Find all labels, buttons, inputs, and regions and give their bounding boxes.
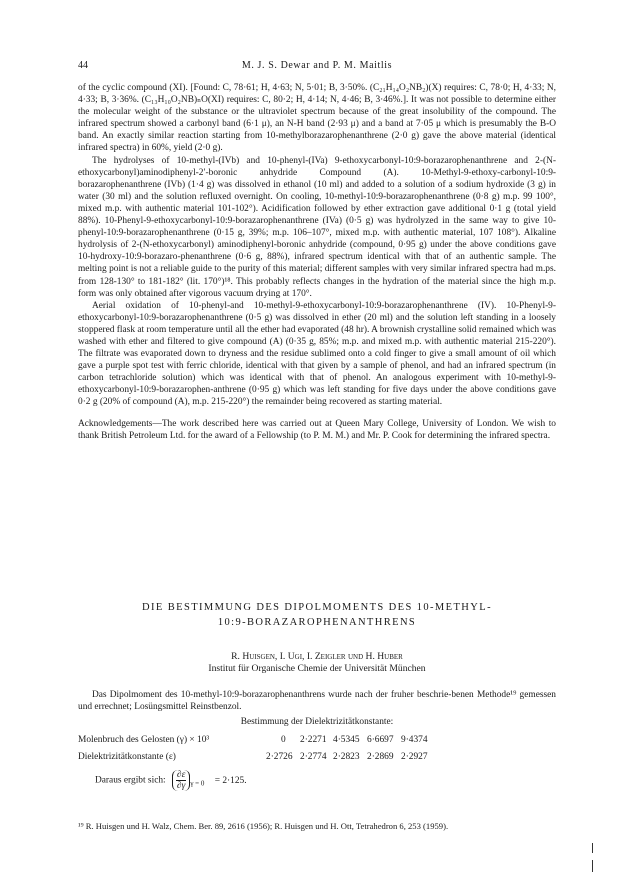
footnote: ¹⁹ R. Huisgen und H. Walz, Chem. Ber. 89, 2616 (1956); R. Huisgen und H. Ott, Tetrahedron 6, 253 (1959).	[78, 821, 449, 831]
dielectric-value: 2·2823	[333, 752, 360, 762]
section-title-line-2: 10:9-BORAZAROPHENANTHRENS	[217, 617, 417, 628]
molfrac-value: 0	[281, 735, 286, 745]
margin-mark	[592, 860, 593, 872]
section-authors: R. Huisgen, I. Ugi, I. Zeigler und H. Huber	[231, 651, 403, 662]
determination-heading: Bestimmung der Dielektrizitätkonstante:	[240, 717, 394, 727]
running-head: M. J. S. Dewar and P. M. Maitlis	[241, 60, 393, 71]
molfrac-label: Molenbruch des Gelosten (γ) × 10³	[78, 735, 210, 745]
molfrac-row	[78, 735, 428, 745]
paragraph-analysis: of the cyclic compound (XI). [Found: C, 78·61; H, 4·63; N, 5·01; B, 3·50%. (C₂₁H₁₄O₂NB₂)(X) requires: C, 78·0; H, 4·33; N, 4·33; B, 3·36%. (C₁₃H₁₀O₂NB)ₙO(XI) requires: C, 80·2; H, 4·14; N, 4·46; B, 3·46%.]. It was not possible to determine either the molecular weight of the substance or the ultraviolet spectrum because of the great insolubility of the compound. The infrared spectrum showed a carbonyl band (6·1 μ), an N-H band (2·93 μ) and a band at 7·05 μ which is presumably the B-O band. An exactly similar reaction starting from 10-methylborazarophenanthrene (2·0 g) gave the above material (identical infrared spectra) in 60%, yield (2·0 g).	[78, 83, 556, 154]
molfrac-value: 9·4374	[401, 735, 428, 745]
molfrac-value: 6·6697	[367, 735, 394, 745]
dielectric-value: 2·2927	[401, 752, 428, 762]
molfrac-value: 4·5345	[333, 735, 360, 745]
section-intro: Das Dipolmoment des 10-methyl-10:9-borazarophenanthrens wurde nach der fruher beschrie-benen Methode¹⁹ gemessen und errechnet; Losüngsmittel Reinstbenzol.	[78, 690, 556, 713]
paragraph-hydrolyses: The hydrolyses of 10-methyl-(IVb) and 10-phenyl-(IVa) 9-ethoxycarbonyl-10:9-borazarophenanthrene and 2-(N-ethoxycarbonyl)aminodiphenyl-2′-boronic anhydride Compound (A). 10-Methyl-9-ethoxy-carbonyl-10:9-borazarophenanthrene (IVb) (1·4 g) was dissolved in ethanol (10 ml) and added to a solution of a sodium hydroxide (3 g) in water (30 ml) and the solution refluxed overnight. On cooling, 10-methyl-10:9-borazarophenanthrene (0·8 g) m.p. 99 100°, mixed m.p. with authentic material 101-102°). Acidification followed by ether extraction gave additional 0·1 g (total yield 88%). 10-Phenyl-9-ethoxycarbonyl-10:9-borazarophenanthrene (IVa) (0·5 g) was hydrolyzed in the same way to give 10-phenyl-10:9-borazarophenanthrene (0·15 g, 39%; m.p. 106–107°, mixed m.p. with authentic material, 107 108°). Alkaline hydrolysis of 2-(N-ethoxycarbonyl) aminodiphenyl-boronic anhydride (compound, 0·95 g) under the above conditions gave 10-hydroxy-10:9-borazaro-phenanthrene (0·6 g, 88%), infrared spectrum identical with that of an authentic sample. The melting point is not a reliable guide to the purity of this material; different samples with very similar infrared spectra had m.ps. from 128-130° to 181-182° (lit. 170°)¹⁸. This probably reflects changes in the hydration of the material since the high m.p. form was only obtained after vigorous vacuum drying at 170°.	[78, 155, 556, 299]
page-number: 44	[78, 60, 88, 71]
dielectric-label: Dielektrizitätkonstante (ε)	[78, 752, 176, 762]
dielectric-value: 2·2726	[266, 752, 293, 762]
paragraph-aerial-oxidation: Aerial oxidation of 10-phenyl-and 10-methyl-9-ethoxycarbonyl-10:9-borazarophenanthrene (IV). 10-Phenyl-9-ethoxycarbonyl-10:9-borazarophenanthrene (0·5 g) was dissolved in ether (20 ml) and the solution left standing in a loosely stoppered flask at room temperature until all the ether had evaporated (48 hr). A brownish crystalline solid remained which was washed with ether and filtered to give compound (A) (0·35 g, 85%; m.p. and mixed m.p. with authentic material 215-220°). The filtrate was evaporated down to dryness and the residue sublimed onto a cold finger to give a small amount of oil which gave a purple spot test with ferric chloride, identical with that given by a sample of phenol, and had an infrared spectrum (in carbon tetrachloride solution) which was identical with that of phenol. An analogous experiment with 10-methyl-9-ethoxycarbonyl-10:9-borazarophen-anthrene (0·95 g) which was left standing for five days under the above conditions gave 0·2 g (20% of compound (A), m.p. 215-220°) the remainder being recovered as starting material.	[78, 300, 556, 408]
molfrac-value: 2·2271	[300, 735, 327, 745]
derivative-numerator: ∂ε	[177, 770, 186, 780]
section-title-line-1: DIE BESTIMMUNG DES DIPOLMOMENTS DES 10-METHYL-	[142, 602, 492, 613]
dielectric-row	[78, 752, 428, 762]
section-authors-block	[78, 651, 556, 675]
article-body	[78, 82, 556, 442]
derivative-denominator: ∂γ	[177, 781, 186, 791]
section-title	[78, 600, 556, 630]
section-institute: Institut für Organische Chemie der Universität München	[208, 663, 426, 674]
derivative-subscript: γ = 0	[190, 779, 205, 788]
derivative-fraction	[172, 770, 190, 791]
result-formula	[95, 770, 247, 791]
result-value: = 2·125.	[214, 775, 247, 786]
margin-mark	[592, 843, 593, 853]
acknowledgements: Acknowledgements—The work described here was carried out at Queen Mary College, University of London. We wish to thank British Petroleum Ltd. for the award of a Fellowship (to P. M. M.) and Mr. P. Cook for determining the infrared spectra.	[78, 418, 556, 441]
dielectric-value: 2·2774	[300, 752, 327, 762]
dielectric-value: 2·2869	[367, 752, 394, 762]
page-header	[78, 60, 556, 74]
result-label: Daraus ergibt sich:	[95, 775, 166, 786]
